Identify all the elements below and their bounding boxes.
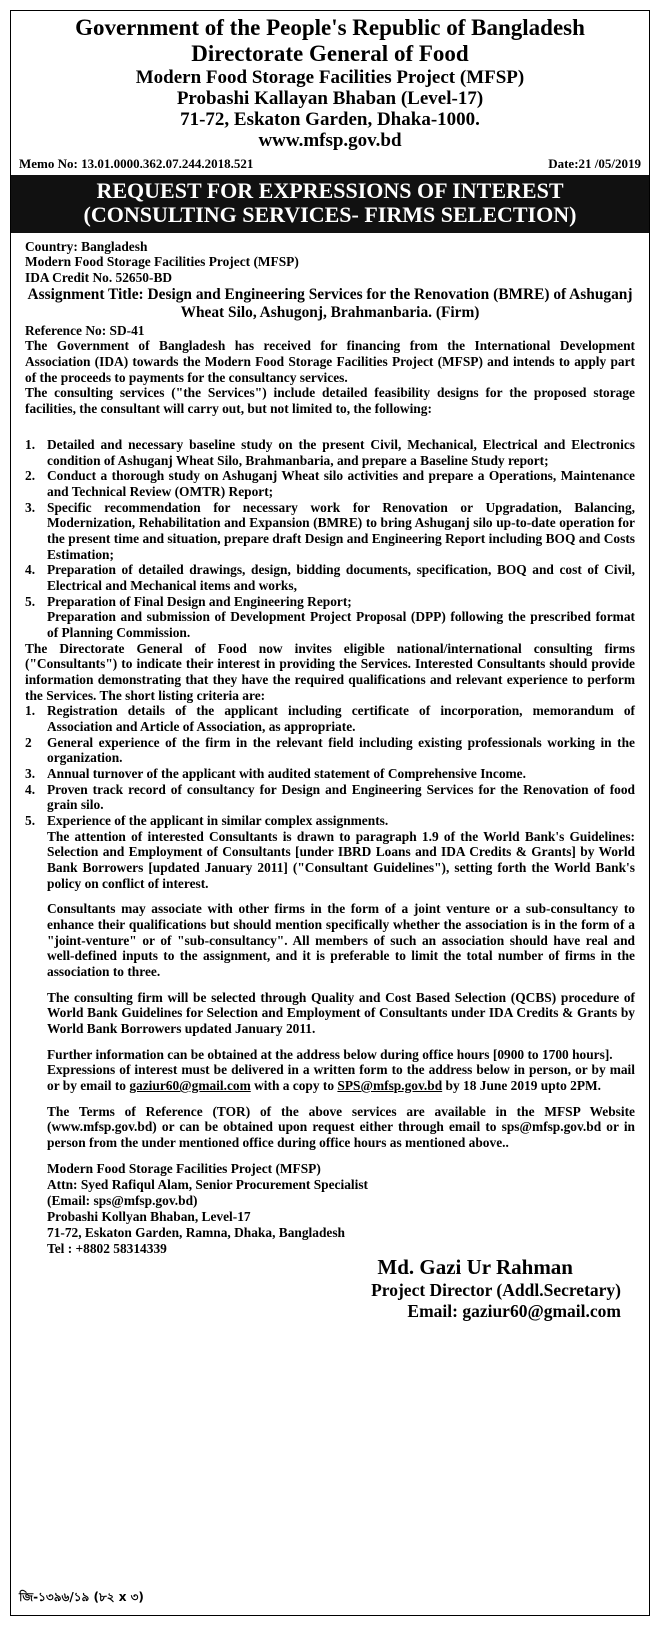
advertisement-page [10,10,650,1616]
signatory-name: Md. Gazi Ur Rahman [377,1255,573,1280]
association-paragraph: Consultants may associate with other firms in the form of a joint venture or a sub-consultancy to enhance their qualifications but should mention specifically whether the association is in the form of a "joint-venture" or of "sub-consultancy". All members of such an association should have real and well-defined inputs to the assignment, and it is preferable to limit the total number of firms in the association to three. [47,901,635,979]
memo-row [11,152,649,175]
header [11,11,649,152]
signatory-role: Project Director (Addl.Secretary) [371,1280,621,1301]
list-item: 3. Annual turnover of the applicant with audited statement of Comprehensive Income. [25,765,526,781]
eoi-paragraph: Expressions of interest must be delivered in a written form to the address below in person, or by mail or by email to gaziur60@gmail.com with a copy to SPS@mfsp.gov.bd by 18 June 2019 upto 2PM. [47,1062,635,1094]
list-item: 1. Registration details of the applicant including certificate of incorporation, memorandum of Association and Article of Association, as appropriate. [25,703,635,734]
contact-building: Probashi Kollyan Bhaban, Level-17 [47,1208,251,1224]
header-website: www.mfsp.gov.bd [258,130,402,152]
credit-line: IDA Credit No. 52650-BD [25,270,173,286]
memo-number: Memo No: 13.01.0000.362.07.244.2018.521 [19,155,254,171]
list-item: 3. Specific recommendation for necessary work for Renovation or Upgradation, Balancing, Modernization, Rehabilitation and Expansion (BMRE) to bring Ashuganj silo up-to-date operation for the present time and situation, prepare draft Design and Engineering Report including BOQ and Costs Estimation; [25,499,635,562]
header-government: Government of the People's Republic of Bangladesh [75,15,585,40]
intro-paragraph: The Government of Bangladesh has received for financing from the International Development Association (IDA) towards the Modern Food Storage Facilities Project (MFSP) and intends to apply part of the proceeds to payments for the consultancy services. [25,338,635,385]
contact-phone: Tel : +8802 58314339 [47,1241,167,1257]
project-line: Modern Food Storage Facilities Project (MFSP) [25,254,299,270]
title-banner [11,175,649,233]
qcbs-paragraph: The consulting firm will be selected through Quality and Cost Based Selection (QCBS) procedure of World Bank Guidelines for Selection and Employment of Consultants under IDA Credits & Grants by World Bank Borrowers updated January 2011. [47,989,635,1037]
country-line: Country: Bangladesh [25,238,148,254]
notice-body [11,233,649,1257]
header-project: Modern Food Storage Facilities Project (MFSP) [135,66,525,88]
list-item: 1. Detailed and necessary baseline study on the present Civil, Mechanical, Electrical and Electronics condition of Ashuganj Wheat Silo, Brahmanbaria, and prepare a Baseline Study report; [25,436,635,468]
services-list [25,437,635,609]
list-item: 2 General experience of the firm in the relevant field including existing professionals working in the organization. [25,734,635,766]
contact-address: 71-72, Eskaton Garden, Ramna, Dhaka, Bangladesh [47,1225,346,1241]
email-link-sps[interactable]: SPS@mfsp.gov.bd [337,1078,443,1094]
header-directorate: Directorate General of Food [191,40,469,66]
signature-block [11,1255,649,1322]
signatory-email: Email: gaziur60@gmail.com [407,1301,621,1322]
dpp-item: Preparation and submission of Development Project Proposal (DPP) following the prescribed format of Planning Commission. [47,609,635,640]
header-building: Probashi Kallayan Bhaban (Level-17) [176,87,484,109]
list-item: 2. Conduct a thorough study on Ashuganj Wheat silo activities and prepare a Operations, Maintenance and Technical Review (OMTR) Report; [25,468,635,499]
print-code: জি-১৩৯৬/১৯ (৮২ x ৩) [19,1590,144,1604]
header-address: 71-72, Eskaton Garden, Dhaka-1000. [180,109,480,131]
contact-attn: Attn: Syed Rafiqul Alam, Senior Procurement Specialist [47,1176,369,1192]
attention-paragraph: The attention of interested Consultants is drawn to paragraph 1.9 of the World Bank's Guidelines: Selection and Employment of Consultants [under IBRD Loans and IDA Credits & Grants] by World Bank Borrowers [updated January 2011] ("Consultant Guidelines"), setting forth the World Bank's policy on conflict of interest. [47,828,635,891]
contact-block [47,1161,635,1257]
contact-email: (Email: sps@mfsp.gov.bd) [47,1192,198,1208]
banner-line-1: REQUEST FOR EXPRESSIONS OF INTEREST [96,177,564,203]
assignment-title: Assignment Title: Design and Engineering Services for the Renovation (BMRE) of Ashuganj Wheat Silo, Ashugonj, Brahmanbaria. (Firm) [27,285,633,322]
list-item: 5. Experience of the applicant in similar complex assignments. [25,812,389,828]
criteria-list [25,703,635,828]
contact-project: Modern Food Storage Facilities Project (MFSP) [47,1160,321,1176]
tor-paragraph: The Terms of Reference (TOR) of the above services are available in the MFSP Website (www.mfsp.gov.bd) or can be obtained upon request either through email to sps@mfsp.gov.bd or in person from the under mentioned office during office hours as mentioned above.. [47,1103,635,1151]
reference-number: Reference No: SD-41 [25,322,145,338]
banner-line-2: (CONSULTING SERVICES- FIRMS SELECTION) [83,202,577,228]
list-item: 4. Proven track record of consultancy for Design and Engineering Services for the Renovation of food grain silo. [25,781,635,813]
email-link-gaziur[interactable]: gaziur60@gmail.com [129,1078,251,1094]
list-item: 4. Preparation of detailed drawings, design, bidding documents, specification, BOQ and cost of Civil, Electrical and Mechanical items and works, [25,562,635,593]
services-intro: The consulting services ("the Services") include detailed feasibility designs for the proposed storage facilities, the consultant will carry out, but not limited to, the following: [25,385,635,417]
further-info-paragraph: Further information can be obtained at the address below during office hours [0900 to 1700 hours]. [47,1046,613,1062]
invitation-paragraph: The Directorate General of Food now invites eligible national/international consulting firms ("Consultants") to indicate their interest in providing the Services. Interested Consultants should provide information demonstrating that they have the required qualifications and relevant experience to perform the Services. The short listing criteria are: [25,640,635,703]
list-item: 5. Preparation of Final Design and Engineering Report; [25,593,352,609]
memo-date: Date:21 /05/2019 [548,155,641,171]
